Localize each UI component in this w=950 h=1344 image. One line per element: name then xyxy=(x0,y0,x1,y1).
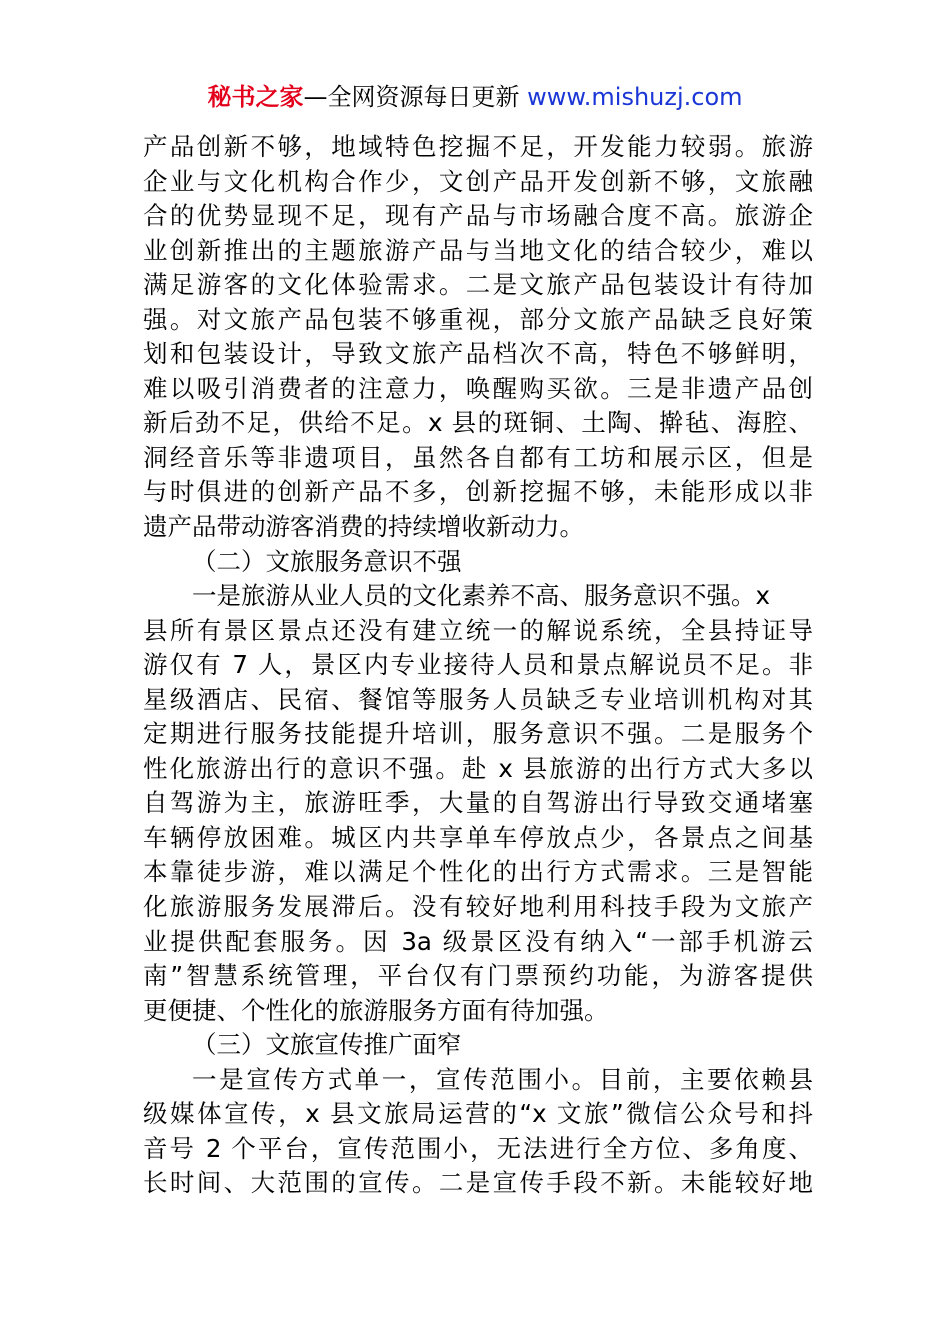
body-line: 级媒体宣传，x 县文旅局运营的“x 文旅”微信公众号和抖 xyxy=(143,1099,813,1129)
body-line: 县所有景区景点还没有建立统一的解说系统，全县持证导 xyxy=(143,615,813,645)
body-line: 本靠徒步游，难以满足个性化的出行方式需求。三是智能 xyxy=(143,857,813,887)
body-line: 新后劲不足，供给不足。x 县的斑铜、土陶、擀毡、海腔、 xyxy=(143,408,813,438)
page-header xyxy=(0,79,950,115)
body-line: 企业与文化机构合作少，文创产品开发创新不够，文旅融 xyxy=(143,166,813,196)
document-body xyxy=(143,130,813,1201)
body-line: 化旅游服务发展滞后。没有较好地利用科技手段为文旅产 xyxy=(143,892,813,922)
body-line: 车辆停放困难。城区内共享单车停放点少，各景点之间基 xyxy=(143,822,813,852)
section-heading-3: （三）文旅宣传推广面窄 xyxy=(192,1030,462,1060)
body-line: 游仅有 7 人，景区内专业接待人员和景点解说员不足。非 xyxy=(143,650,813,680)
paragraph-first-line: 一是宣传方式单一，宣传范围小。目前，主要依赖县 xyxy=(192,1064,813,1094)
body-line: 星级酒店、民宿、餐馆等服务人员缺乏专业培训机构对其 xyxy=(143,684,813,714)
body-line: 定期进行服务技能提升培训，服务意识不强。二是服务个 xyxy=(143,719,813,749)
body-line: 难以吸引消费者的注意力，唤醒购买欲。三是非遗产品创 xyxy=(143,373,813,403)
body-line: 自驾游为主，旅游旺季，大量的自驾游出行导致交通堵塞 xyxy=(143,788,813,818)
body-line: 划和包装设计，导致文旅产品档次不高，特色不够鲜明， xyxy=(143,339,813,369)
body-line: 业创新推出的主题旅游产品与当地文化的结合较少，难以 xyxy=(143,235,813,265)
body-line: 业提供配套服务。因 3a 级景区没有纳入“一部手机游云 xyxy=(143,926,813,956)
header-tagline: —全网资源每日更新 xyxy=(303,83,520,111)
body-line: 洞经音乐等非遗项目，虽然各自都有工坊和展示区，但是 xyxy=(143,442,813,472)
body-line: 合的优势显现不足，现有产品与市场融合度不高。旅游企 xyxy=(143,201,813,231)
body-line: 南”智慧系统管理，平台仅有门票预约功能，为游客提供 xyxy=(143,961,813,991)
body-line: 与时俱进的创新产品不多，创新挖掘不够，未能形成以非 xyxy=(143,477,813,507)
body-line: 满足游客的文化体验需求。二是文旅产品包装设计有待加 xyxy=(143,270,813,300)
body-line: 性化旅游出行的意识不强。赴 x 县旅游的出行方式大多以 xyxy=(143,753,813,783)
paragraph-first-line: 一是旅游从业人员的文化素养不高、服务意识不强。x xyxy=(192,581,770,611)
body-line: 强。对文旅产品包装不够重视，部分文旅产品缺乏良好策 xyxy=(143,304,813,334)
body-line: 遗产品带动游客消费的持续增收新动力。 xyxy=(143,512,584,542)
body-line: 长时间、大范围的宣传。二是宣传手段不新。未能较好地 xyxy=(143,1168,813,1198)
brand-name: 秘书之家 xyxy=(207,83,304,111)
site-url-link[interactable]: www.mishuzj.com xyxy=(519,83,743,111)
body-line: 更便捷、个性化的旅游服务方面有待加强。 xyxy=(143,995,609,1025)
section-heading-2: （二）文旅服务意识不强 xyxy=(192,546,462,576)
body-line: 音号 2 个平台，宣传范围小，无法进行全方位、多角度、 xyxy=(143,1133,813,1163)
body-line: 产品创新不够，地域特色挖掘不足，开发能力较弱。旅游 xyxy=(143,132,813,161)
